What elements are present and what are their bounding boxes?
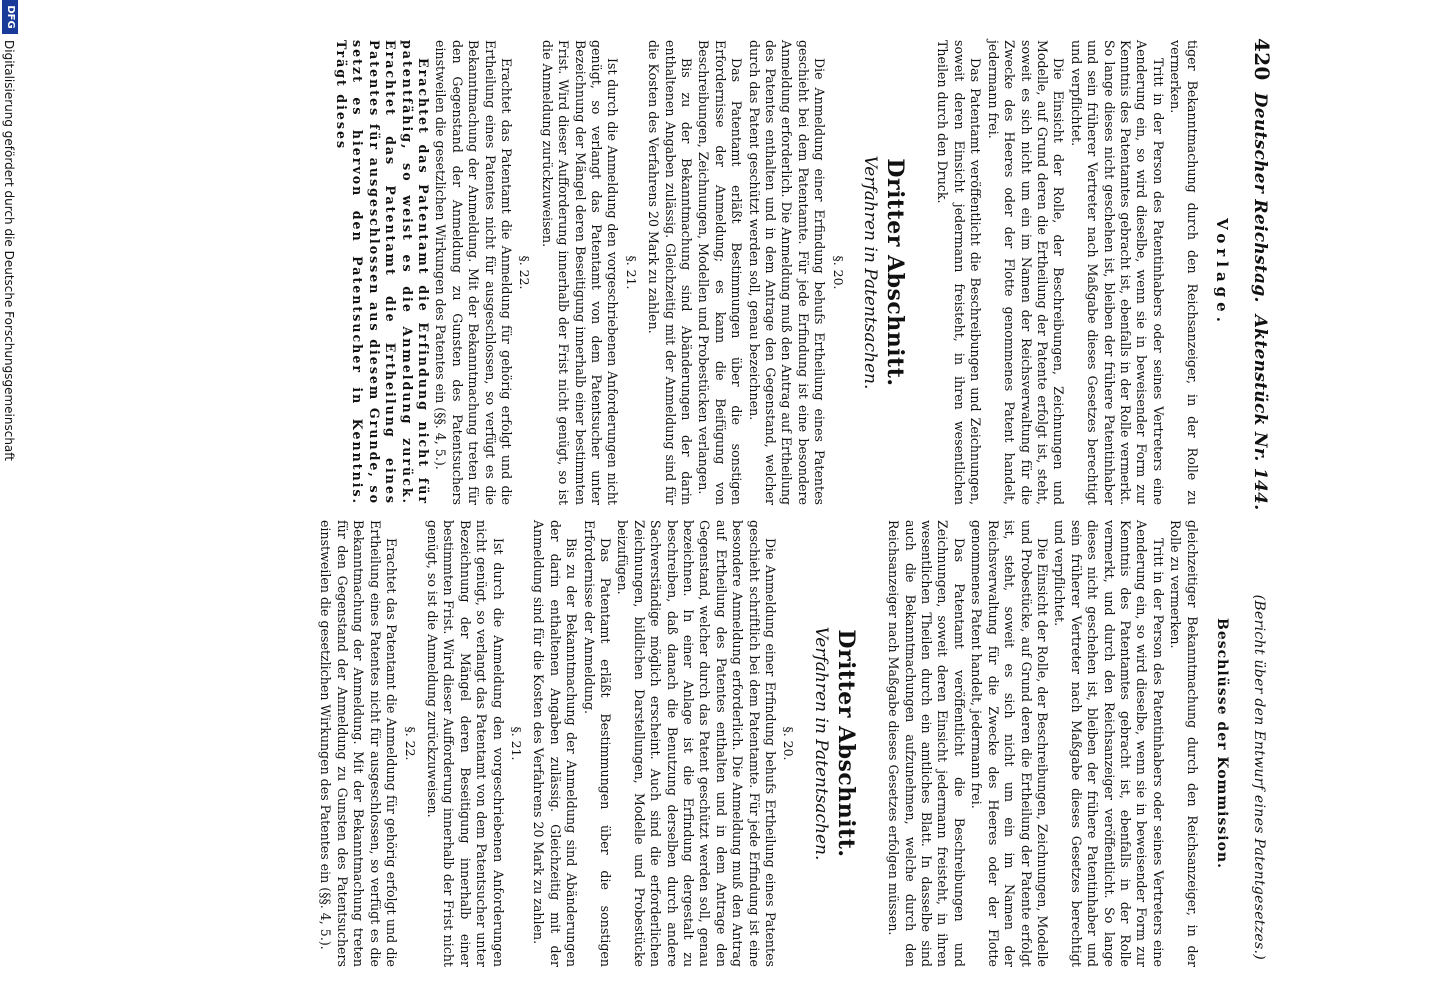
- paragraph-number-20: §. 20.: [781, 726, 797, 761]
- paragraph: Das Patentamt veröffentlicht die Beschreibungen und Zeichnungen, soweit deren Einsicht jedermann freisteht, in ihren wesentlichen Theilen durch ein amtliches Blatt. In dasselbe sind auch die Bekanntmachungen aufzunehmen, welche durch den Reichsanzeiger nach Maßgabe dieses Gesetzes erfolgen müssen.: [886, 520, 967, 967]
- page-number: 420: [1250, 38, 1274, 81]
- paragraph: Die Anmeldung einer Erfindung behufs Ertheilung eines Patentes geschieht schriftlich bei dem Patentamte. Für jede Erfindung ist eine besondere Anmeldung erforderlich. Die Anmeldung muß den Antrag auf Ertheilung des Patentes enthalten und in dem Antrage den Gegenstand, welcher durch das Patent geschützt werden soll, genau bezeichnen. In einer Anlage ist die Erfindung dergestalt zu beschreiben, daß danach die Benutzung derselben durch andere Sachverständige möglich erscheint. Auch sind die erforderlichen Zeichnungen, bildlichen Darstellungen, Modelle und Probestücke beizufügen.: [615, 520, 779, 967]
- column-title-vorlage: Vorlage.: [1213, 218, 1231, 327]
- section-subheading: Verfahren in Patentsachen.: [860, 155, 881, 390]
- paragraph: Das Patentamt erläßt Bestimmungen über die sonstigen Erfordernisse der Anmeldung; es kann die Beifügung von Beschreibungen, Zeichnungen, Modellen und Probestücken verlangen.: [696, 40, 745, 505]
- running-header: [1246, 38, 1274, 960]
- paragraph-number-21: §. 21.: [623, 255, 639, 290]
- document-page: [2, 0, 1432, 1000]
- paragraph-emphasized: Erachtet das Patentamt die Erfindung nicht für patentfähig, so weist es die Anmeldung zurück. Erachtet das Patentamt die Ertheilung eines Patentes für ausgeschlossen aus diesem Grunde, so setzt es hiervon den Patentsucher in Kenntnis. Trägt dieses: [333, 40, 431, 505]
- paragraph: Bis zu der Bekanntmachung der Anmeldung sind Abänderungen der darin enthaltenen Angaben zulässig. Gleichzeitig mit der Anmeldung sind für die Kosten des Verfahrens 20 Mark zu zahlen.: [531, 520, 580, 967]
- dfg-logo-icon: DFG: [2, 0, 18, 34]
- document-subject: (Bericht über den Entwurf eines Patentgesetzes.): [1251, 594, 1267, 960]
- column-title-kommission: Beschlüsse der Kommission.: [1214, 618, 1230, 869]
- paragraph: Die Einsicht der Rolle, der Beschreibungen, Zeichnungen und Modelle, auf Grund deren die Ertheilung der Patente erfolgt ist, steht, soweit es sich nicht um ein im Namen der Reichsverwaltung für die Zwecke des Heeres oder der Flotte genommenes Patent handelt, jedermann frei.: [985, 40, 1067, 505]
- paragraph-number-20: §. 20.: [830, 255, 846, 290]
- section-heading: Dritter Abschnitt.: [832, 629, 859, 858]
- digitization-credit: Digitalisierung gefördert durch die Deutsche Forschungsgemeinschaft: [2, 40, 16, 462]
- paragraph: tiger Bekanntmachung durch den Reichsanzeiger, in der Rolle zu vermerken.: [1168, 40, 1200, 505]
- right-column-kommission: [82, 520, 1230, 967]
- paragraph-number-21: §. 21.: [508, 726, 524, 761]
- paragraph: Ist durch die Anmeldung den vorgeschriebenen Anforderungen nicht genügt, so verlangt das Patentamt von dem Patentsucher unter Bezeichnung der Mängel deren Beseitigung innerhalb einer bestimmten Frist. Wird dieser Aufforderung innerhalb der Frist nicht genügt, so ist die Anmeldung zurückzuweisen.: [539, 40, 621, 505]
- paragraph: Bis zu der Bekanntmachung sind Abänderungen der darin enthaltenen Angaben zulässig. Gleichzeitig mit der Anmeldung sind für die Kosten des Verfahrens 20 Mark zu zahlen.: [646, 40, 695, 505]
- paragraph: Ist durch die Anmeldung den vorgeschriebenen Anforderungen nicht genügt, so verlangt das Patentamt von dem Patentsucher unter Bezeichnung der Mängel deren Beseitigung innerhalb einer bestimmten Frist. Wird dieser Aufforderung innerhalb der Frist nicht genügt, so ist die Anmeldung zurückzuweisen.: [424, 520, 506, 967]
- paragraph: gleichzeitiger Bekanntmachung durch den Reichsanzeiger, in der Rolle zu vermerken.: [1168, 520, 1200, 967]
- paragraph: Die Einsicht der Rolle, der Beschreibungen, Zeichnungen, Modelle und Probestücke, auf Grund deren die Ertheilung der Patente erfolgt ist, steht, soweit es sich nicht um ein im Namen der Reichsverwaltung für die Zwecke des Heeres oder der Flotte genommenes Patent handelt, jedermann frei.: [969, 520, 1050, 967]
- paragraph-number-22: §. 22.: [402, 726, 418, 761]
- paragraph: Tritt in der Person des Patentinhabers oder seines Vertreters eine Aenderung ein, so wird dieselbe, wenn sie in beweisender Form zur Kenntnis des Patentamtes gebracht ist, ebenfalls in der Rolle vermerkt, und durch den Reichsanzeiger veröffentlicht. So lange dieses nicht geschehen ist, bleiben der frühere Patentinhaber und sein früherer Vertreter nach Maßgabe dieses Gesetzes berechtigt und verpflichtet.: [1052, 520, 1166, 967]
- paragraph: Erachtet das Patentamt die Anmeldung für gehörig erfolgt und die Ertheilung eines Patentes nicht für ausgeschlossen, so verfügt es die Bekanntmachung der Anmeldung. Mit der Bekanntmachung treten für den Gegenstand der Anmeldung zu Gunsten des Patentsuchers einstweilen die gesetzlichen Wirkungen des Patentes ein (§§. 4, 5.).: [433, 40, 514, 505]
- section-heading: Dritter Abschnitt.: [882, 158, 909, 387]
- paragraph: Die Anmeldung einer Erfindung behufs Ertheilung eines Patentes geschieht bei dem Patentamte. Für jede Erfindung ist eine besondere Anmeldung erforderlich. Die Anmeldung muß den Antrag auf Ertheilung des Patentes enthalten und in dem Antrage den Gegenstand, welcher durch das Patent geschützt werden soll, genau bezeichnen.: [746, 40, 828, 505]
- left-column-vorlage: [82, 40, 1230, 505]
- journal-title: Deutscher Reichstag.: [1250, 92, 1270, 303]
- paragraph-number-22: §. 22.: [517, 255, 533, 290]
- paragraph: Das Patentamt erläßt Bestimmungen über die sonstigen Erfordernisse der Anmeldung.: [581, 520, 613, 967]
- document-number: Aktenstück Nr. 144.: [1250, 314, 1270, 511]
- section-subheading: Verfahren in Patentsachen.: [810, 626, 831, 861]
- paragraph: Tritt in der Person des Patentinhabers oder seines Vertreters eine Aenderung ein, so wird dieselbe, wenn sie in beweisender Form zur Kenntnis des Patentamtes gebracht ist, ebenfalls in der Rolle vermerkt. So lange dieses nicht geschehen ist, bleiben der frühere Patentinhaber und sein früherer Vertreter nach Maßgabe dieses Gesetzes berechtigt und verpflichtet.: [1068, 40, 1166, 505]
- paragraph: Das Patentamt veröffentlicht die Beschreibungen und Zeichnungen, soweit deren Einsicht jedermann freisteht, in ihren wesentlichen Theilen durch den Druck.: [935, 40, 984, 505]
- paragraph: Erachtet das Patentamt die Anmeldung für gehörig erfolgt und die Ertheilung eines Patentes nicht für ausgeschlossen, so verfügt es die Bekanntmachung der Anmeldung. Mit der Bekanntmachung treten für den Gegenstand der Anmeldung zu Gunsten des Patentsuchers einstweilen die gesetzlichen Wirkungen des Patentes ein (§§. 4, 5.).: [318, 520, 400, 967]
